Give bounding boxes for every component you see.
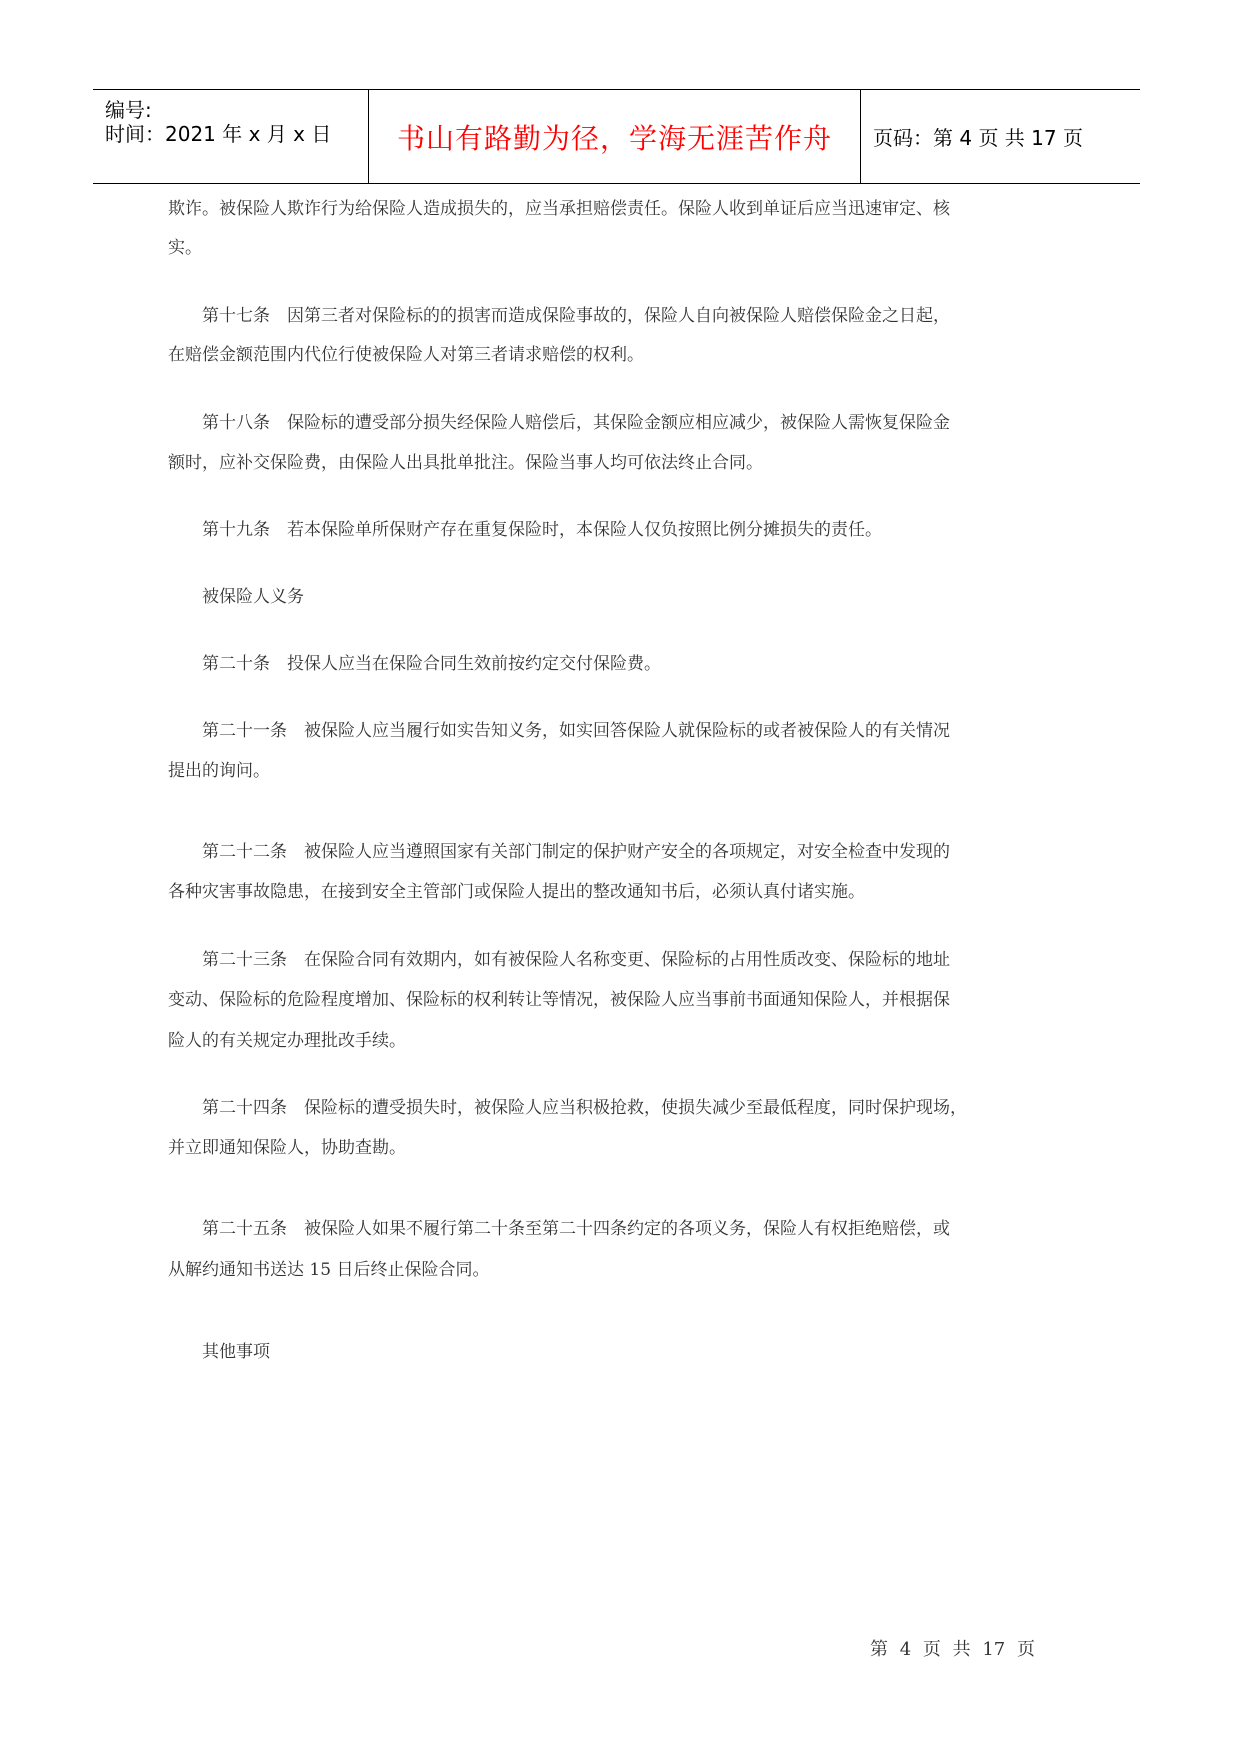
body-line: 第二十一条 被保险人应当履行如实告知义务，如实回答保险人就保险标的或者被保险人的有关情况	[202, 721, 950, 741]
header-page-cell	[861, 90, 1140, 183]
body-line: 第十九条 若本保险单所保财产存在重复保险时，本保险人仅负按照比例分摊损失的责任。	[202, 520, 882, 540]
document-number-label: 编号:	[105, 98, 152, 122]
header-motto: 书山有路勤为径，学海无涯苦作舟	[396, 121, 832, 155]
document-time-label: 时间：2021 年 x 月 x 日	[105, 122, 332, 146]
body-line: 第二十四条 保险标的遭受损失时，被保险人应当积极抢救，使损失减少至最低程度，同时保护现场，	[202, 1098, 967, 1118]
header-motto-cell	[369, 90, 861, 183]
body-line: 变动、保险标的危险程度增加、保险标的权利转让等情况，被保险人应当事前书面通知保险人，并根据保	[168, 990, 950, 1010]
body-line: 提出的询问。	[168, 761, 270, 781]
body-line: 第二十三条 在保险合同有效期内，如有被保险人名称变更、保险标的占用性质改变、保险标的地址	[202, 950, 950, 970]
document-header	[93, 89, 1140, 184]
body-line: 第二十五条 被保险人如果不履行第二十条至第二十四条约定的各项义务，保险人有权拒绝赔偿，或	[202, 1219, 950, 1239]
body-line: 第十八条 保险标的遭受部分损失经保险人赔偿后，其保险金额应相应减少，被保险人需恢复保险金	[202, 413, 950, 433]
body-line: 第二十二条 被保险人应当遵照国家有关部门制定的保护财产安全的各项规定，对安全检查中发现的	[202, 842, 950, 862]
body-line: 在赔偿金额范围内代位行使被保险人对第三者请求赔偿的权利。	[168, 345, 644, 365]
body-line: 额时，应补交保险费，由保险人出具批单批注。保险当事人均可依法终止合同。	[168, 453, 763, 473]
body-line: 第二十条 投保人应当在保险合同生效前按约定交付保险费。	[202, 654, 661, 674]
body-line: 各种灾害事故隐患，在接到安全主管部门或保险人提出的整改通知书后，必须认真付诸实施。	[168, 882, 865, 902]
section-heading: 被保险人义务	[202, 587, 304, 607]
section-heading: 其他事项	[202, 1342, 270, 1362]
body-line: 欺诈。被保险人欺诈行为给保险人造成损失的，应当承担赔偿责任。保险人收到单证后应当迅速审定、核	[168, 199, 950, 219]
header-info-cell	[93, 90, 369, 183]
body-line: 险人的有关规定办理批改手续。	[168, 1031, 406, 1051]
body-line: 实。	[168, 238, 202, 258]
page-footer: 第 4 页 共 17 页	[870, 1639, 1035, 1660]
header-page-label: 页码：第 4 页 共 17 页	[873, 126, 1083, 150]
body-line: 并立即通知保险人，协助查勘。	[168, 1138, 406, 1158]
body-line: 从解约通知书送达 15 日后终止保险合同。	[168, 1260, 490, 1280]
body-line: 第十七条 因第三者对保险标的的损害而造成保险事故的，保险人自向被保险人赔偿保险金之日起，	[202, 306, 950, 326]
